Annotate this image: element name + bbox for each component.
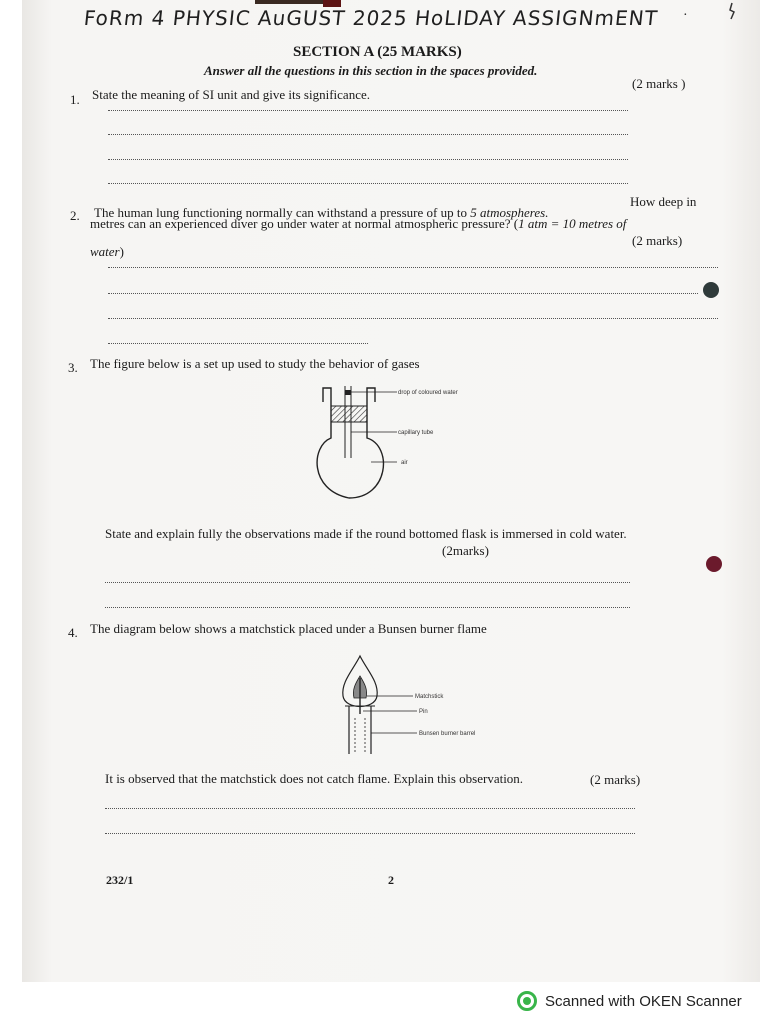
q3-label-capillary: capillary tube [398, 430, 434, 436]
q1-answer-line[interactable] [108, 110, 628, 111]
q2-answer-line[interactable] [108, 267, 718, 268]
q2-pressure: 5 atmospheres. [470, 205, 549, 220]
q1-number: 1. [70, 92, 80, 107]
q3-question: State and explain fully the observations made if the round bottomed flask is immersed in cold water. [105, 526, 627, 541]
q1-marks: (2 marks ) [632, 76, 686, 91]
q2-answer-line[interactable] [108, 318, 718, 319]
section-instruction: Answer all the questions in this section in the spaces provided. [204, 63, 538, 78]
bunsen-flame-diagram [335, 648, 485, 758]
q2-line3-close: ) [119, 244, 124, 259]
q4-label-barrel: Bunsen burner barrel [419, 731, 476, 737]
q2-line1-text: The human lung functioning normally can withstand a pressure of up to [94, 205, 467, 220]
section-title: SECTION A (25 MARKS) [293, 44, 462, 60]
gas-flask-diagram [305, 380, 485, 505]
q2-number: 2. [70, 208, 80, 223]
q2-water: water [90, 244, 120, 259]
q3-label-air: air [401, 460, 408, 466]
scanner-watermark-text: Scanned with OKEN Scanner [545, 992, 742, 1010]
q3-answer-line[interactable] [105, 607, 630, 608]
paper-code: 232/1 [106, 873, 134, 887]
q1-answer-line[interactable] [108, 183, 628, 184]
q2-line1-end: How deep in [630, 194, 697, 209]
q4-marks: (2 marks) [590, 772, 641, 787]
q4-answer-line[interactable] [105, 808, 635, 809]
q1-answer-line[interactable] [108, 134, 628, 135]
q4-number: 4. [68, 625, 78, 640]
ink-blot [706, 556, 722, 572]
q1-text: State the meaning of SI unit and give its significance. [92, 87, 370, 102]
q4-answer-line[interactable] [105, 833, 635, 834]
q2-line2 [90, 217, 626, 231]
q2-marks: (2 marks) [632, 233, 683, 248]
scanner-watermark [517, 991, 742, 1011]
q3-number: 3. [68, 360, 78, 375]
q4-question: It is observed that the matchstick does not catch flame. Explain this observation. [105, 771, 524, 786]
q4-label-matchstick: Matchstick [415, 694, 444, 700]
q2-line2-text: metres can an experienced diver go under water at normal atmospheric pressure? ( [90, 216, 519, 231]
scanner-logo-icon [517, 991, 537, 1011]
q2-conversion: 1 atm = 10 metres of [518, 216, 627, 231]
q2-line3 [90, 245, 124, 259]
q2-answer-line[interactable] [108, 343, 368, 344]
q3-marks: (2marks) [442, 543, 489, 558]
corner-scribble [728, 2, 736, 20]
q3-text: The figure below is a set up used to study the behavior of gases [90, 356, 420, 371]
handwritten-title: FoRm 4 PHYSIC AuGUST 2025 HoLIDAY ASSIGNmENT [82, 6, 660, 30]
q3-answer-line[interactable] [105, 582, 630, 583]
pen-mark: · [683, 8, 688, 23]
q4-text: The diagram below shows a matchstick placed under a Bunsen burner flame [90, 621, 487, 636]
q4-label-pin: Pin [419, 709, 428, 715]
page-number: 2 [388, 873, 394, 887]
q3-label-drop: drop of coloured water [398, 390, 458, 396]
ink-blot [703, 282, 719, 298]
q2-answer-line[interactable] [108, 293, 698, 294]
q1-answer-line[interactable] [108, 159, 628, 160]
